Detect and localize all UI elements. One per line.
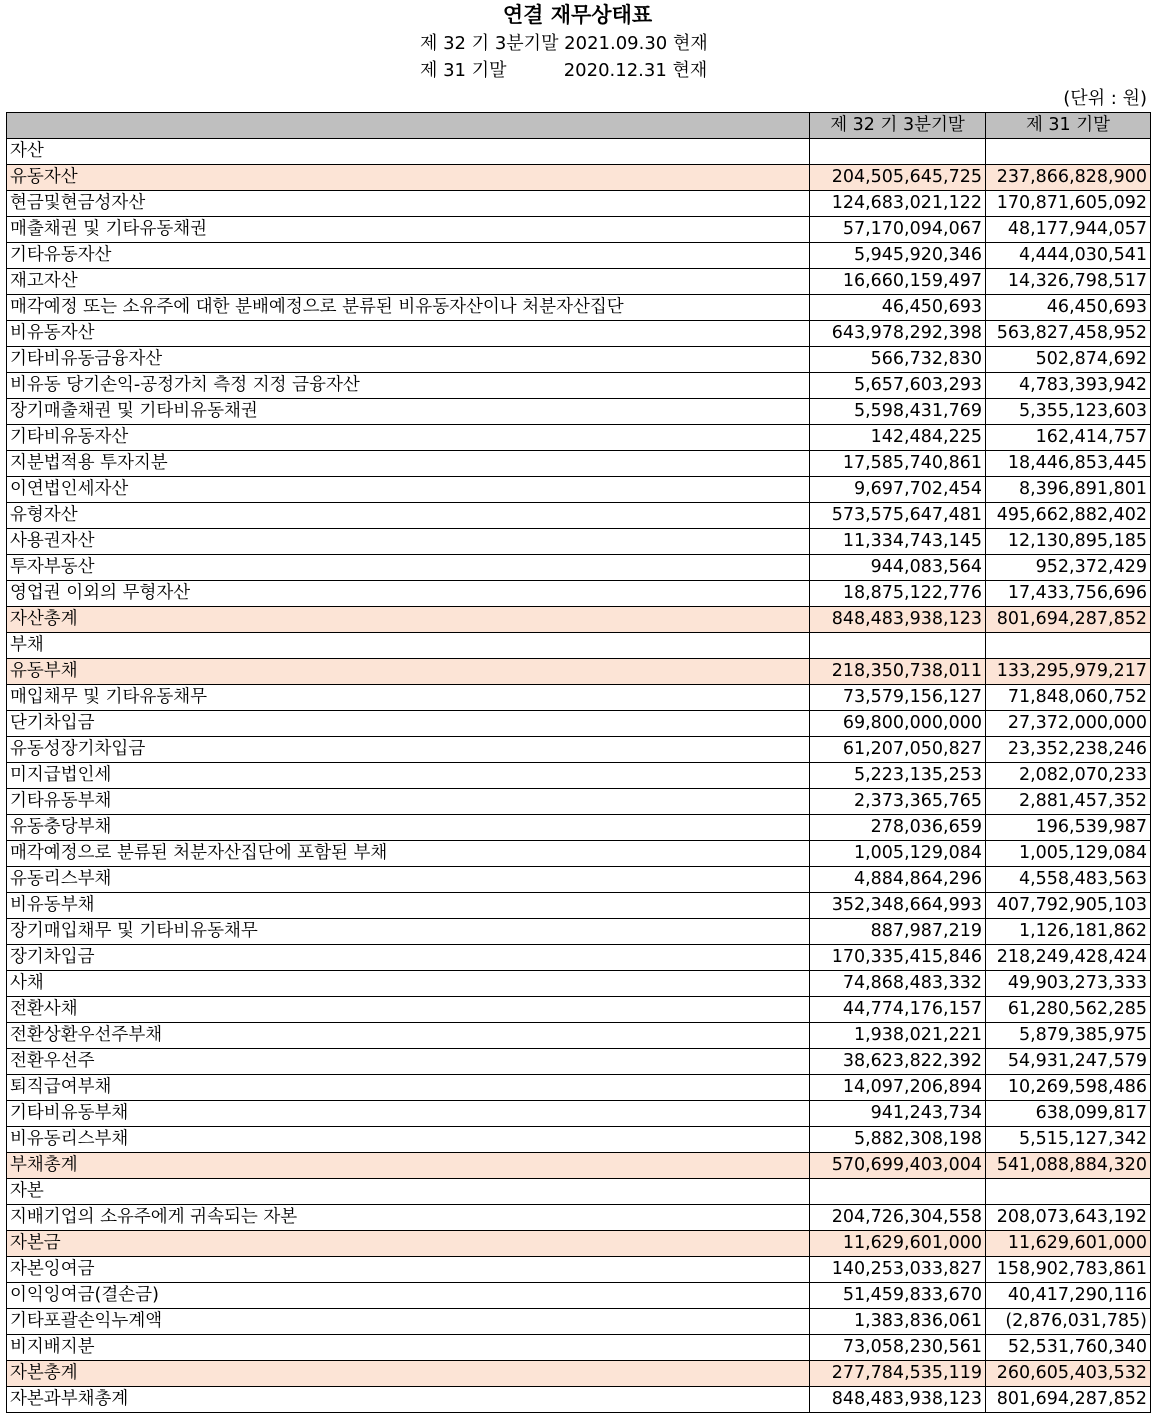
current-period-value: 18,875,122,776 <box>810 581 986 607</box>
table-row <box>7 1049 1151 1075</box>
account-label: 유동성장기차입금 <box>7 737 810 763</box>
current-period-value: 204,505,645,725 <box>810 165 986 191</box>
current-period-value: 46,450,693 <box>810 295 986 321</box>
account-label: 퇴직급여부채 <box>7 1075 810 1101</box>
table-row <box>7 451 1151 477</box>
table-row <box>7 737 1151 763</box>
unit-label: (단위 : 원) <box>1063 88 1147 109</box>
current-period-value: 5,598,431,769 <box>810 399 986 425</box>
table-row <box>7 1205 1151 1231</box>
prior-period-value: 170,871,605,092 <box>986 191 1151 217</box>
account-label: 지분법적용 투자지분 <box>7 451 810 477</box>
table-row <box>7 1257 1151 1283</box>
table-row <box>7 1231 1151 1257</box>
current-period-value: 51,459,833,670 <box>810 1283 986 1309</box>
account-label: 기타유동자산 <box>7 243 810 269</box>
current-period-value <box>810 633 986 659</box>
prior-period-value: 5,515,127,342 <box>986 1127 1151 1153</box>
table-row <box>7 945 1151 971</box>
account-label: 부채 <box>7 633 810 659</box>
prior-period-value: 237,866,828,900 <box>986 165 1151 191</box>
prior-period-value: 218,249,428,424 <box>986 945 1151 971</box>
table-row <box>7 529 1151 555</box>
table-row <box>7 1361 1151 1387</box>
table-row <box>7 1101 1151 1127</box>
current-period-value: 887,987,219 <box>810 919 986 945</box>
prior-period-value: 49,903,273,333 <box>986 971 1151 997</box>
account-label: 영업권 이외의 무형자산 <box>7 581 810 607</box>
account-label: 미지급법인세 <box>7 763 810 789</box>
current-period-value: 14,097,206,894 <box>810 1075 986 1101</box>
current-period-value: 69,800,000,000 <box>810 711 986 737</box>
account-label: 유동리스부채 <box>7 867 810 893</box>
account-label: 전환상환우선주부채 <box>7 1023 810 1049</box>
current-period-value: 944,083,564 <box>810 555 986 581</box>
table-row <box>7 633 1151 659</box>
table-row <box>7 1075 1151 1101</box>
current-period-value: 5,882,308,198 <box>810 1127 986 1153</box>
prior-period-value: 4,558,483,563 <box>986 867 1151 893</box>
account-label: 비유동 당기손익-공정가치 측정 지정 금융자산 <box>7 373 810 399</box>
table-row <box>7 217 1151 243</box>
prior-period-value: 407,792,905,103 <box>986 893 1151 919</box>
current-period-value: 38,623,822,392 <box>810 1049 986 1075</box>
account-label: 매각예정으로 분류된 처분자산집단에 포함된 부채 <box>7 841 810 867</box>
prior-period-value: 162,414,757 <box>986 425 1151 451</box>
account-label: 자산 <box>7 139 810 165</box>
current-period-value: 74,868,483,332 <box>810 971 986 997</box>
prior-period-value: 4,444,030,541 <box>986 243 1151 269</box>
table-row <box>7 321 1151 347</box>
current-period-value: 124,683,021,122 <box>810 191 986 217</box>
header-current-period: 제 32 기 3분기말 <box>810 113 986 139</box>
table-row <box>7 1153 1151 1179</box>
prior-period-value: 54,931,247,579 <box>986 1049 1151 1075</box>
account-label: 재고자산 <box>7 269 810 295</box>
current-period-value: 1,383,836,061 <box>810 1309 986 1335</box>
prior-period-value <box>986 633 1151 659</box>
account-label: 지배기업의 소유주에게 귀속되는 자본 <box>7 1205 810 1231</box>
current-period-value: 848,483,938,123 <box>810 607 986 633</box>
current-period-value: 44,774,176,157 <box>810 997 986 1023</box>
account-label: 기타포괄손익누계액 <box>7 1309 810 1335</box>
table-row <box>7 425 1151 451</box>
account-label: 자본금 <box>7 1231 810 1257</box>
current-period-value: 140,253,033,827 <box>810 1257 986 1283</box>
account-label: 기타비유동자산 <box>7 425 810 451</box>
current-period-value <box>810 139 986 165</box>
prior-period-value: 2,082,070,233 <box>986 763 1151 789</box>
current-period-value: 73,058,230,561 <box>810 1335 986 1361</box>
prior-period-value: 5,879,385,975 <box>986 1023 1151 1049</box>
prior-period-value: 17,433,756,696 <box>986 581 1151 607</box>
account-label: 전환사채 <box>7 997 810 1023</box>
current-period-value: 277,784,535,119 <box>810 1361 986 1387</box>
current-period-value: 9,697,702,454 <box>810 477 986 503</box>
table-row <box>7 685 1151 711</box>
prior-period-value: 158,902,783,861 <box>986 1257 1151 1283</box>
current-period-value: 11,334,743,145 <box>810 529 986 555</box>
account-label: 장기매출채권 및 기타비유동채권 <box>7 399 810 425</box>
current-period-value: 170,335,415,846 <box>810 945 986 971</box>
account-label: 매출채권 및 기타유동채권 <box>7 217 810 243</box>
account-label: 비유동자산 <box>7 321 810 347</box>
balance-sheet-table <box>6 112 1151 1413</box>
prior-period-value: 196,539,987 <box>986 815 1151 841</box>
prior-period-value: 46,450,693 <box>986 295 1151 321</box>
account-label: 비유동리스부채 <box>7 1127 810 1153</box>
current-period-value: 2,373,365,765 <box>810 789 986 815</box>
account-label: 장기매입채무 및 기타비유동채무 <box>7 919 810 945</box>
account-label: 비지배지분 <box>7 1335 810 1361</box>
account-label: 유동부채 <box>7 659 810 685</box>
current-period-value: 643,978,292,398 <box>810 321 986 347</box>
prior-period-value: 61,280,562,285 <box>986 997 1151 1023</box>
prior-period-value: 801,694,287,852 <box>986 607 1151 633</box>
table-row <box>7 607 1151 633</box>
account-label: 전환우선주 <box>7 1049 810 1075</box>
table-row <box>7 1283 1151 1309</box>
table-row <box>7 763 1151 789</box>
prior-period-value: 1,126,181,862 <box>986 919 1151 945</box>
account-label: 유동자산 <box>7 165 810 191</box>
table-row <box>7 581 1151 607</box>
account-label: 자본 <box>7 1179 810 1205</box>
table-row <box>7 1387 1151 1413</box>
current-period-value: 11,629,601,000 <box>810 1231 986 1257</box>
account-label: 자산총계 <box>7 607 810 633</box>
current-period-value: 5,945,920,346 <box>810 243 986 269</box>
prior-period-value: 638,099,817 <box>986 1101 1151 1127</box>
current-period-value: 4,884,864,296 <box>810 867 986 893</box>
current-period-value: 57,170,094,067 <box>810 217 986 243</box>
prior-period-value: 4,783,393,942 <box>986 373 1151 399</box>
table-row <box>7 659 1151 685</box>
prior-period-value: 502,874,692 <box>986 347 1151 373</box>
prior-period-value: 495,662,882,402 <box>986 503 1151 529</box>
account-label: 유형자산 <box>7 503 810 529</box>
table-row <box>7 347 1151 373</box>
prior-period-value: 208,073,643,192 <box>986 1205 1151 1231</box>
table-row <box>7 789 1151 815</box>
prior-period-value: 40,417,290,116 <box>986 1283 1151 1309</box>
current-period-value: 17,585,740,861 <box>810 451 986 477</box>
table-row <box>7 893 1151 919</box>
prior-period-value: 23,352,238,246 <box>986 737 1151 763</box>
account-label: 단기차입금 <box>7 711 810 737</box>
current-period-value: 352,348,664,993 <box>810 893 986 919</box>
current-period-value <box>810 1179 986 1205</box>
account-label: 현금및현금성자산 <box>7 191 810 217</box>
current-period-value: 278,036,659 <box>810 815 986 841</box>
table-row <box>7 1309 1151 1335</box>
table-row <box>7 191 1151 217</box>
prior-period-value: 2,881,457,352 <box>986 789 1151 815</box>
prior-period-value <box>986 139 1151 165</box>
prior-period-value: 952,372,429 <box>986 555 1151 581</box>
current-period-value: 570,699,403,004 <box>810 1153 986 1179</box>
current-period-value: 204,726,304,558 <box>810 1205 986 1231</box>
prior-period-value: 133,295,979,217 <box>986 659 1151 685</box>
account-label: 이연법인세자산 <box>7 477 810 503</box>
prior-period-value: 18,446,853,445 <box>986 451 1151 477</box>
table-row <box>7 997 1151 1023</box>
table-header-row <box>7 113 1151 139</box>
table-row <box>7 1179 1151 1205</box>
table-row <box>7 1127 1151 1153</box>
table-row <box>7 841 1151 867</box>
current-period-value: 1,005,129,084 <box>810 841 986 867</box>
table-row <box>7 815 1151 841</box>
current-period-value: 1,938,021,221 <box>810 1023 986 1049</box>
table-row <box>7 295 1151 321</box>
prior-period-value: 52,531,760,340 <box>986 1335 1151 1361</box>
table-row <box>7 243 1151 269</box>
table-row <box>7 971 1151 997</box>
account-label: 이익잉여금(결손금) <box>7 1283 810 1309</box>
prior-period-value: 541,088,884,320 <box>986 1153 1151 1179</box>
prior-period-value: 14,326,798,517 <box>986 269 1151 295</box>
account-label: 유동충당부채 <box>7 815 810 841</box>
account-label: 기타유동부채 <box>7 789 810 815</box>
account-label: 투자부동산 <box>7 555 810 581</box>
statement-title: 연결 재무상태표 <box>502 3 653 27</box>
current-period-value: 16,660,159,497 <box>810 269 986 295</box>
account-label: 사용권자산 <box>7 529 810 555</box>
table-row <box>7 139 1151 165</box>
table-row <box>7 503 1151 529</box>
prior-period-value: 5,355,123,603 <box>986 399 1151 425</box>
account-label: 부채총계 <box>7 1153 810 1179</box>
table-row <box>7 477 1151 503</box>
prior-period-value: 12,130,895,185 <box>986 529 1151 555</box>
prior-period-value: 563,827,458,952 <box>986 321 1151 347</box>
current-period-value: 941,243,734 <box>810 1101 986 1127</box>
prior-period-value: 1,005,129,084 <box>986 841 1151 867</box>
prior-period-value: 801,694,287,852 <box>986 1387 1151 1413</box>
header-account <box>7 113 810 139</box>
current-period-value: 61,207,050,827 <box>810 737 986 763</box>
account-label: 자본잉여금 <box>7 1257 810 1283</box>
account-label: 기타비유동부채 <box>7 1101 810 1127</box>
current-period-value: 5,223,135,253 <box>810 763 986 789</box>
prior-period-value: 27,372,000,000 <box>986 711 1151 737</box>
account-label: 기타비유동금융자산 <box>7 347 810 373</box>
table-row <box>7 867 1151 893</box>
account-label: 자본총계 <box>7 1361 810 1387</box>
prior-period-value: (2,876,031,785) <box>986 1309 1151 1335</box>
table-row <box>7 1335 1151 1361</box>
table-row <box>7 1023 1151 1049</box>
account-label: 장기차입금 <box>7 945 810 971</box>
header-prior-period: 제 31 기말 <box>986 113 1151 139</box>
account-label: 비유동부채 <box>7 893 810 919</box>
prior-period-value: 71,848,060,752 <box>986 685 1151 711</box>
prior-period-value: 48,177,944,057 <box>986 217 1151 243</box>
current-period-value: 218,350,738,011 <box>810 659 986 685</box>
prior-period-value <box>986 1179 1151 1205</box>
period-prior: 제 31 기말 2020.12.31 현재 <box>420 60 708 81</box>
current-period-value: 73,579,156,127 <box>810 685 986 711</box>
current-period-value: 5,657,603,293 <box>810 373 986 399</box>
prior-period-value: 260,605,403,532 <box>986 1361 1151 1387</box>
current-period-value: 848,483,938,123 <box>810 1387 986 1413</box>
prior-period-value: 11,629,601,000 <box>986 1231 1151 1257</box>
account-label: 사채 <box>7 971 810 997</box>
table-row <box>7 373 1151 399</box>
table-row <box>7 165 1151 191</box>
table-row <box>7 269 1151 295</box>
table-row <box>7 919 1151 945</box>
table-row <box>7 711 1151 737</box>
prior-period-value: 10,269,598,486 <box>986 1075 1151 1101</box>
period-current: 제 32 기 3분기말 2021.09.30 현재 <box>420 33 708 54</box>
current-period-value: 573,575,647,481 <box>810 503 986 529</box>
account-label: 자본과부채총계 <box>7 1387 810 1413</box>
current-period-value: 142,484,225 <box>810 425 986 451</box>
table-row <box>7 555 1151 581</box>
account-label: 매입채무 및 기타유동채무 <box>7 685 810 711</box>
account-label: 매각예정 또는 소유주에 대한 분배예정으로 분류된 비유동자산이나 처분자산집단 <box>7 295 810 321</box>
current-period-value: 566,732,830 <box>810 347 986 373</box>
prior-period-value: 8,396,891,801 <box>986 477 1151 503</box>
table-row <box>7 399 1151 425</box>
